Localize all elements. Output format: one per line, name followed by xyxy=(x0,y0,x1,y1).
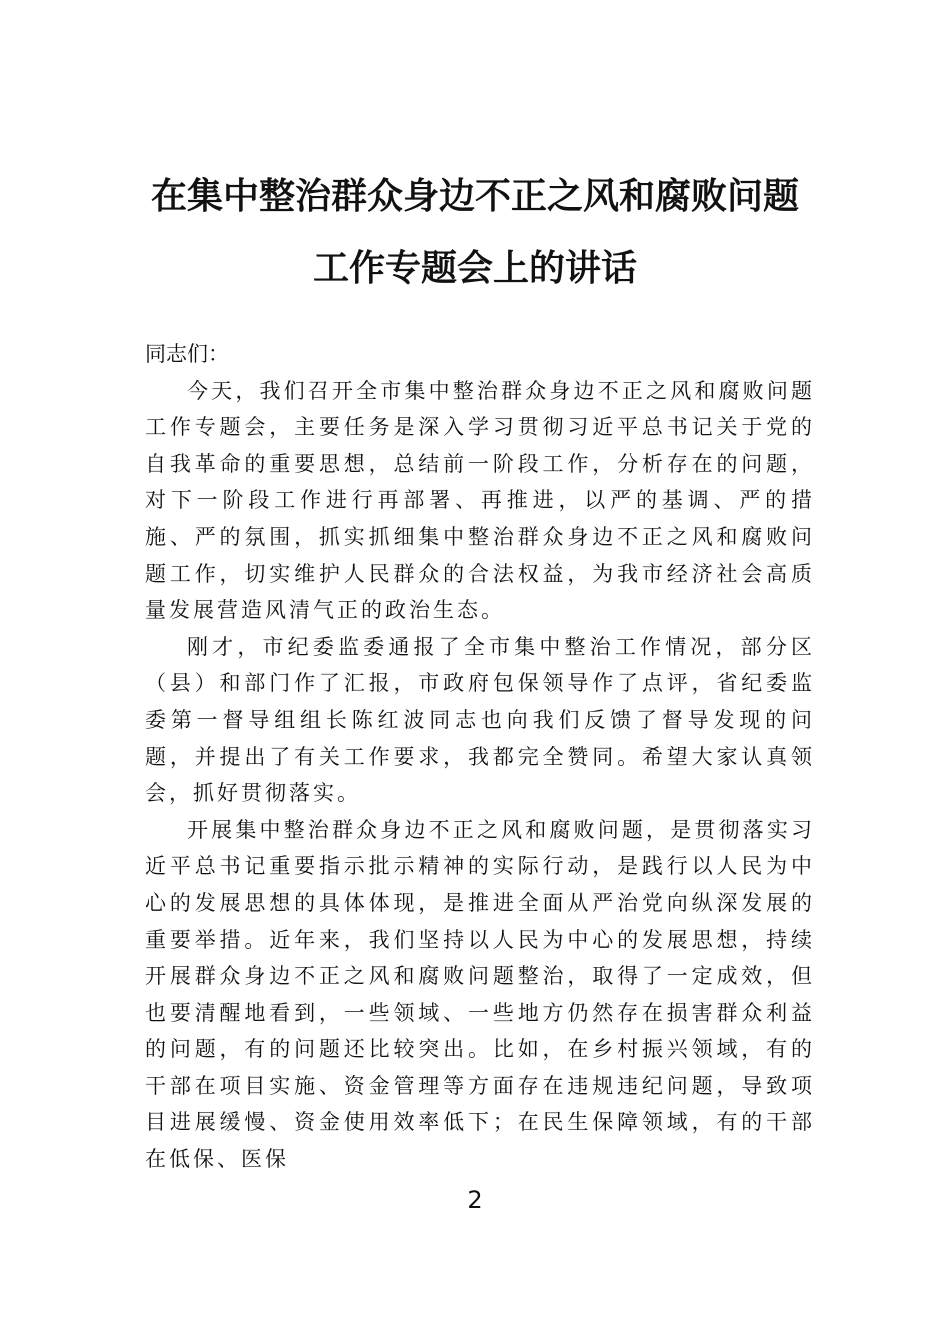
document-body xyxy=(145,336,815,1178)
salutation: 同志们： xyxy=(145,342,229,366)
paragraph-1: 今天，我们召开全市集中整治群众身边不正之风和腐败问题工作专题会，主要任务是深入学习贯彻习近平总书记关于党的自我革命的重要思想，总结前一阶段工作，分析存在的问题，对下一阶段工作进行再部署、再推进，以严的基调、严的措施、严的氛围，抓实抓细集中整治群众身边不正之风和腐败问题工作，切实维护人民群众的合法权益，为我市经济社会高质量发展营造风清气正的政治生态。 xyxy=(145,378,815,623)
page-number: 2 xyxy=(467,1186,483,1214)
paragraph-3: 开展集中整治群众身边不正之风和腐败问题，是贯彻落实习近平总书记重要指示批示精神的实际行动，是践行以人民为中心的发展思想的具体体现，是推进全面从严治党向纵深发展的重要举措。近年来，我们坚持以人民为中心的发展思想，持续开展群众身边不正之风和腐败问题整治，取得了一定成效，但也要清醒地看到，一些领域、一些地方仍然存在损害群众利益的问题，有的问题还比较突出。比如，在乡村振兴领域，有的干部在项目实施、资金管理等方面存在违规违纪问题，导致项目进展缓慢、资金使用效率低下；在民生保障领域，有的干部在低保、医保 xyxy=(145,817,815,1172)
document-title-line2: 工作专题会上的讲话 xyxy=(312,247,637,289)
document-title-line1: 在集中整治群众身边不正之风和腐败问题 xyxy=(150,175,799,217)
paragraph-2: 刚才，市纪委监委通报了全市集中整治工作情况，部分区（县）和部门作了汇报，市政府包保领导作了点评，省纪委监委第一督导组组长陈红波同志也向我们反馈了督导发现的问题，并提出了有关工作要求，我都完全赞同。希望大家认真领会，抓好贯彻落实。 xyxy=(145,634,815,806)
